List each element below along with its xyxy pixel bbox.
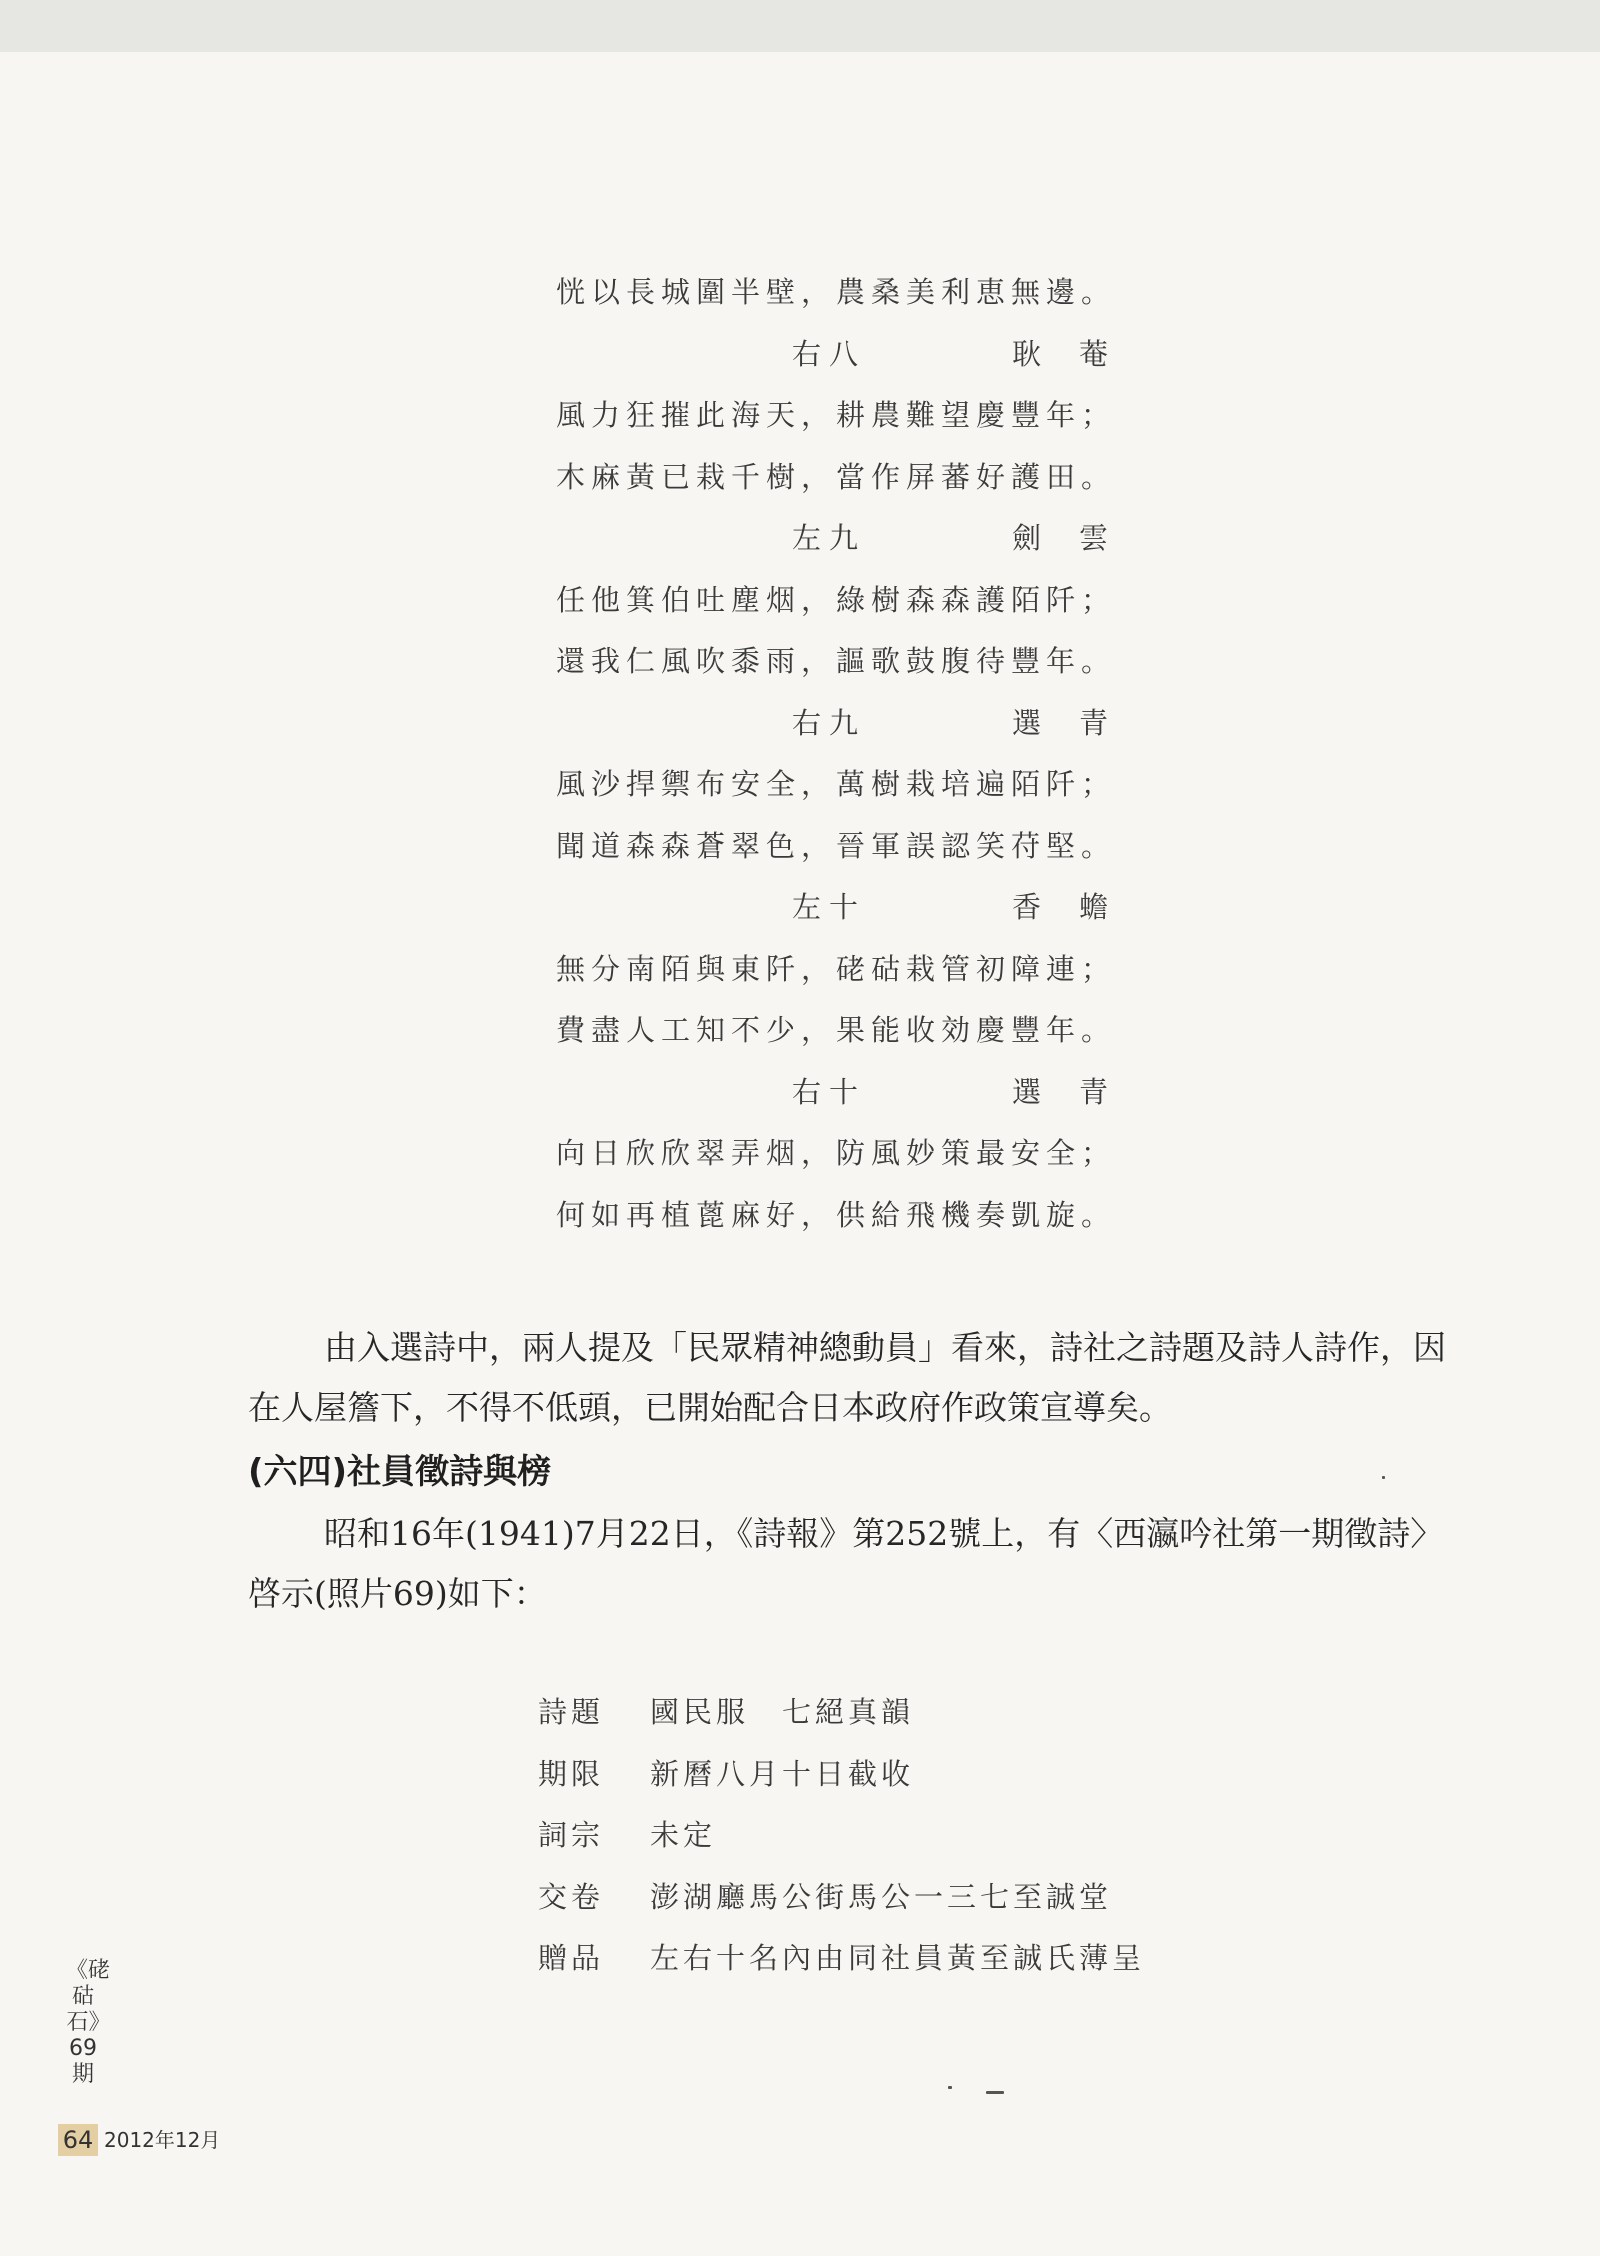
poem-verse-line: 風力狂摧此海天，耕農難望慶豐年； [556,398,1117,432]
scan-speck [986,2091,1004,2094]
notice-row [538,1936,1145,1998]
poem-author: 香蟾 [1012,890,1147,924]
footer-page-number: 64 [58,2124,98,2156]
poem-rank: 左九 [792,521,867,555]
notice-value: 左右十名內由同社員黃至誠氏薄呈 [650,1941,1146,1975]
scan-speck [948,2086,952,2089]
notice-row [538,1875,1145,1937]
notice-label: 贈品 [538,1941,605,1975]
poem-author: 劍雲 [1012,521,1147,555]
poem-verse-line: 向日欣欣翠弄烟，防風妙策最安全； [556,1136,1117,1170]
poem-attribution [556,885,1147,947]
poem-rank: 左十 [792,890,867,924]
poem-verse-line: 聞道森森蒼翠色，晉軍誤認笑苻堅。 [556,828,1117,863]
notice-label: 詞宗 [538,1818,605,1852]
poem-verse-line: 何如再植蓖麻好，供給飛機奏凱旋。 [556,1197,1117,1232]
poem-attribution [556,516,1147,578]
notice-row [538,1752,1145,1814]
poem-verse-line: 還我仁風吹黍雨，謳歌鼓腹待豐年。 [556,644,1117,678]
notice-table [538,1690,1145,1998]
poem-author: 選青 [1012,1074,1147,1109]
notice-label: 期限 [538,1756,605,1791]
poem-block [556,270,1147,1254]
poem-attribution [556,332,1147,394]
footer-journal-title: 《硓𥑮石》69期 [66,1958,111,2087]
page-top-band [0,0,1600,52]
poem-verse-line: 無分南陌與東阡，硓𥑮栽管初障連； [556,951,1117,986]
poem-rank: 右九 [792,705,867,740]
poem-verse-line: 恍以長城圍半壁，農桑美利恵無邊。 [556,275,1117,309]
notice-value: 國民服 七絕真韻 [650,1695,915,1729]
paragraph-2 [248,1504,1448,1624]
scan-speck [1382,1476,1385,1479]
paragraph-1 [248,1318,1448,1438]
paragraph-1-text: 由入選詩中，兩人提及「民眾精神總動員」看來，詩社之詩題及詩人詩作，因在人屋簷下，不得不低頭，已開始配合日本政府作政策宣導矣。 [248,1328,1446,1427]
notice-label: 交卷 [538,1879,605,1914]
notice-row [538,1813,1145,1875]
poem-author: 選青 [1012,705,1147,740]
notice-label: 詩題 [538,1695,605,1729]
poem-verse-line: 風沙捍禦布安全，萬樹栽培遍陌阡； [556,767,1117,801]
poem-verse-line: 費盡人工知不少，果能收効慶豐年。 [556,1013,1117,1047]
poem-author: 耿菴 [1012,336,1147,371]
notice-value: 未定 [650,1818,717,1852]
poem-verse-line: 任他箕伯吐塵烟，綠樹森森護陌阡； [556,582,1117,617]
footer-date: 2012年12月 [104,2128,221,2152]
section-heading: (六四)社員徵詩與榜 [248,1452,552,1492]
paragraph-2-text: 昭和16年(1941)7月22日，《詩報》第252號上，有〈西瀛吟社第一期徵詩〉啓示(照片69)如下： [248,1514,1444,1613]
poem-attribution [556,1070,1147,1132]
notice-row [538,1690,1145,1752]
poem-rank: 右十 [792,1074,867,1109]
notice-value: 新曆八月十日截收 [650,1756,915,1791]
poem-rank: 右八 [792,336,867,371]
poem-verse-line: 木麻黃已栽千樹，當作屏蕃好護田。 [556,459,1117,494]
notice-value: 澎湖廳馬公街馬公一三七至誠堂 [650,1879,1113,1914]
poem-attribution [556,701,1147,763]
